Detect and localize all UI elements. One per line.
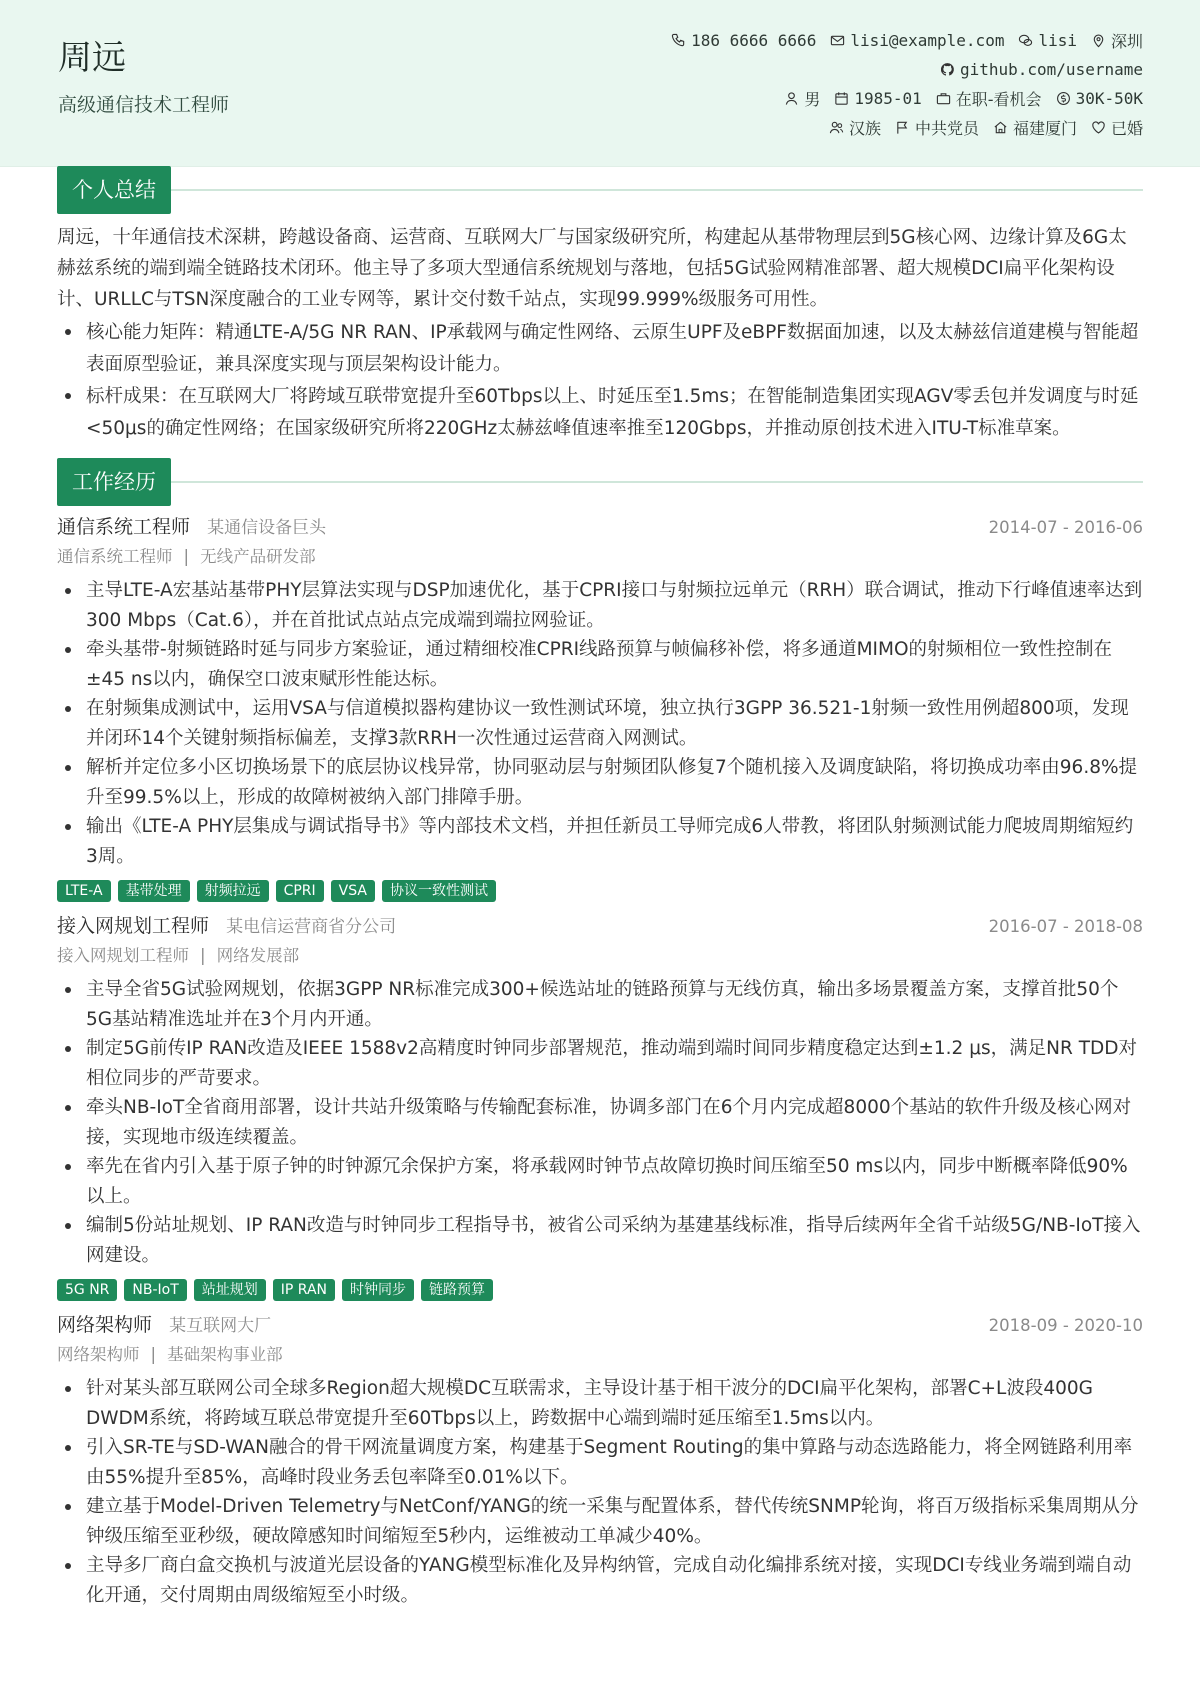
location-item (1091, 29, 1143, 52)
phone-text: 186 6666 6666 (691, 31, 817, 50)
skill-tag: LTE-A (57, 880, 111, 902)
list-item: 制定5G前传IP RAN改造及IEEE 1588v2高精度时钟同步部署规范，推动端到端时间同步精度稳定达到±1.2 μs，满足NR TDD对相位同步的严苛要求。 (57, 1034, 1143, 1093)
phone-icon (671, 33, 686, 48)
birth-item (834, 89, 921, 108)
contact-info (657, 26, 1143, 142)
list-item: 编制5份站址规划、IP RAN改造与时钟同步工程指导书，被省公司采纳为基建基线标准，指导后续两年全省千站级5G/NB-IoT接入网建设。 (57, 1211, 1143, 1270)
list-item: 输出《LTE-A PHY层集成与调试指导书》等内部技术文档，并担任新员工导师完成6人带教，将团队射频测试能力爬坡周期缩短约3周。 (57, 812, 1143, 871)
skill-tag: 时钟同步 (342, 1279, 414, 1301)
github-text: github.com/username (959, 60, 1143, 79)
job-bullets (57, 576, 1143, 871)
skill-tag: 射频拉远 (197, 880, 269, 902)
skill-tag: CPRI (276, 880, 324, 902)
skill-tag: 协议一致性测试 (382, 880, 496, 902)
summary-heading-row (57, 166, 1143, 214)
flag-icon (895, 120, 910, 135)
wechat-icon (1018, 33, 1033, 48)
job-department: 基础架构事业部 (167, 1345, 283, 1364)
calendar-icon (834, 91, 849, 106)
summary-paragraph: 周远，十年通信技术深耕，跨越设备商、运营商、互联网大厂与国家级研究所，构建起从基带物理层到5G核心网、边缘计算及6G太赫兹系统的端到端全链路技术闭环。他主导了多项大型通信系统规划与落地，包括5G试验网精准部署、超大规模DCI扁平化架构设计、URLLC与TSN深度融合的工业专网等，累计交付数千站点，实现99.999%级服务可用性。 (57, 227, 1127, 310)
hometown-item (993, 116, 1077, 139)
list-item: 牵头NB-IoT全省商用部署，设计共站升级策略与传输配套标准，协调多部门在6个月内完成超8000个基站的软件升级及核心网对接，实现地市级连续覆盖。 (57, 1093, 1143, 1152)
job-position: 网络架构师 (57, 1345, 140, 1364)
job-position: 接入网规划工程师 (57, 946, 189, 965)
skill-tag: NB-IoT (124, 1279, 186, 1301)
ethnicity-item (829, 116, 881, 139)
hometown-text: 福建厦门 (1012, 119, 1077, 138)
github-item[interactable] (940, 60, 1143, 79)
people-icon (829, 120, 844, 135)
wechat-item[interactable] (1018, 31, 1077, 50)
heart-icon (1091, 120, 1106, 135)
list-item: 率先在省内引入基于原子钟的时钟源冗余保护方案，将承载网时钟节点故障切换时间压缩至50 ms以内，同步中断概率降低90%以上。 (57, 1152, 1143, 1211)
work-section (57, 458, 1143, 1610)
briefcase-icon (936, 91, 951, 106)
list-item: 建立基于Model-Driven Telemetry与NetConf/YANG的统一采集与配置体系，替代传统SNMP轮询，将百万级指标采集周期从分钟级压缩至亚秒级，硬故障感知时间缩短至5秒内，运维被动工单减少40%。 (57, 1492, 1143, 1551)
skill-tag: IP RAN (273, 1279, 335, 1301)
home-icon (993, 120, 1008, 135)
job-entry (57, 512, 1143, 902)
section-title: 个人总结 (57, 166, 171, 214)
job-role: 网络架构师 (57, 1314, 153, 1336)
list-item: 针对某头部互联网公司全球多Region超大规模DC互联需求，主导设计基于相干波分的DCI扁平化架构，部署C+L波段400G DWDM系统，将跨域互联总带宽提升至60Tbps以上，跨数据中心端到端时延压缩至1.5ms以内。 (57, 1374, 1143, 1433)
job-company: 某电信运营商省分公司 (226, 917, 397, 937)
job-role: 接入网规划工程师 (57, 915, 210, 937)
list-item: 标杆成果：在互联网大厂将跨域互联带宽提升至60Tbps以上、时延压至1.5ms；在智能制造集团实现AGV零丢包并发调度与时延<50μs的确定性网络；在国家级研究所将220GHz太赫兹峰值速率推至120Gbps，并推动原创技术进入ITU-T标准草案。 (57, 381, 1143, 445)
summary-section (57, 166, 1143, 445)
ethnicity-text: 汉族 (848, 119, 881, 138)
location-icon (1091, 33, 1106, 48)
skill-tag: 站址规划 (194, 1279, 266, 1301)
job-company: 某通信设备巨头 (207, 518, 327, 538)
email-text: lisi@example.com (850, 31, 1005, 50)
job-position: 通信系统工程师 (57, 547, 173, 566)
list-item: 主导LTE-A宏基站基带PHY层算法实现与DSP加速优化，基于CPRI接口与射频拉远单元（RRH）联合调试，推动下行峰值速率达到300 Mbps（Cat.6），并在首批试点站点完成端到端拉网验证。 (57, 576, 1143, 635)
job-sub-separator: | (200, 946, 206, 965)
job-department: 无线产品研发部 (200, 547, 316, 566)
job-company: 某互联网大厂 (169, 1316, 272, 1336)
skill-tag: 5G NR (57, 1279, 117, 1301)
section-divider (171, 189, 1143, 191)
politics-item (895, 116, 979, 139)
salary-text: 30K-50K (1075, 89, 1143, 108)
job-date: 2016-07 - 2018-08 (988, 917, 1143, 936)
gender-text: 男 (804, 90, 821, 109)
list-item: 解析并定位多小区切换场景下的底层协议栈异常，协同驱动层与射频团队修复7个随机接入及调度缺陷，将切换成功率由96.8%提升至99.5%以上，形成的故障树被纳入部门排障手册。 (57, 753, 1143, 812)
github-icon (940, 62, 955, 77)
skill-tags (57, 1279, 1143, 1301)
status-text: 在职-看机会 (955, 90, 1042, 109)
birth-text: 1985-01 (854, 89, 922, 108)
politics-text: 中共党员 (914, 119, 979, 138)
email-item[interactable] (830, 31, 1004, 50)
summary-bullets (57, 317, 1143, 445)
section-title: 工作经历 (57, 458, 171, 506)
skill-tag: 链路预算 (421, 1279, 493, 1301)
skill-tags (57, 880, 1143, 902)
job-bullets (57, 975, 1143, 1270)
list-item: 牵头基带-射频链路时延与同步方案验证，通过精细校准CPRI线路预算与帧偏移补偿，将多通道MIMO的射频相位一致性控制在±45 ns以内，确保空口波束赋形性能达标。 (57, 635, 1143, 694)
skill-tag: 基带处理 (118, 880, 190, 902)
marital-text: 已婚 (1110, 119, 1143, 138)
resume-header (0, 0, 1200, 167)
marital-item (1091, 116, 1143, 139)
job-date: 2018-09 - 2020-10 (988, 1316, 1143, 1335)
job-entry (57, 1310, 1143, 1610)
gender-item (784, 87, 820, 110)
candidate-name: 周远 (58, 38, 126, 78)
wechat-text: lisi (1038, 31, 1077, 50)
work-heading-row (57, 458, 1143, 506)
phone-item[interactable] (671, 31, 816, 50)
job-sub-separator: | (183, 547, 190, 566)
list-item: 主导全省5G试验网规划，依据3GPP NR标准完成300+候选站址的链路预算与无线仿真，输出多场景覆盖方案，支撑首批50个5G基站精准选址并在3个月内开通。 (57, 975, 1143, 1034)
status-item (936, 87, 1042, 110)
skill-tag: VSA (331, 880, 375, 902)
person-icon (784, 91, 799, 106)
money-icon (1056, 91, 1071, 106)
job-bullets (57, 1374, 1143, 1610)
candidate-title: 高级通信技术工程师 (58, 94, 230, 116)
job-date: 2014-07 - 2016-06 (988, 518, 1143, 537)
job-department: 网络发展部 (216, 946, 300, 965)
job-role: 通信系统工程师 (57, 516, 191, 538)
list-item: 在射频集成测试中，运用VSA与信道模拟器构建协议一致性测试环境，独立执行3GPP 36.521-1射频一致性用例超800项，发现并闭环14个关键射频指标偏差，支撑3款RRH一次性通过运营商入网测试。 (57, 694, 1143, 753)
location-text: 深圳 (1110, 32, 1143, 51)
mail-icon (830, 33, 845, 48)
job-entry (57, 911, 1143, 1301)
salary-item (1056, 89, 1143, 108)
list-item: 引入SR-TE与SD-WAN融合的骨干网流量调度方案，构建基于Segment Routing的集中算路与动态选路能力，将全网链路利用率由55%提升至85%，高峰时段业务丢包率降至0.01%以下。 (57, 1433, 1143, 1492)
section-divider (171, 481, 1143, 483)
list-item: 核心能力矩阵：精通LTE-A/5G NR RAN、IP承载网与确定性网络、云原生UPF及eBPF数据面加速，以及太赫兹信道建模与智能超表面原型验证，兼具深度实现与顶层架构设计能力。 (57, 317, 1143, 381)
list-item: 主导多厂商白盒交换机与波道光层设备的YANG模型标准化及异构纳管，完成自动化编排系统对接，实现DCI专线业务端到端自动化开通，交付周期由周级缩短至小时级。 (57, 1551, 1143, 1610)
job-sub-separator: | (150, 1345, 157, 1364)
